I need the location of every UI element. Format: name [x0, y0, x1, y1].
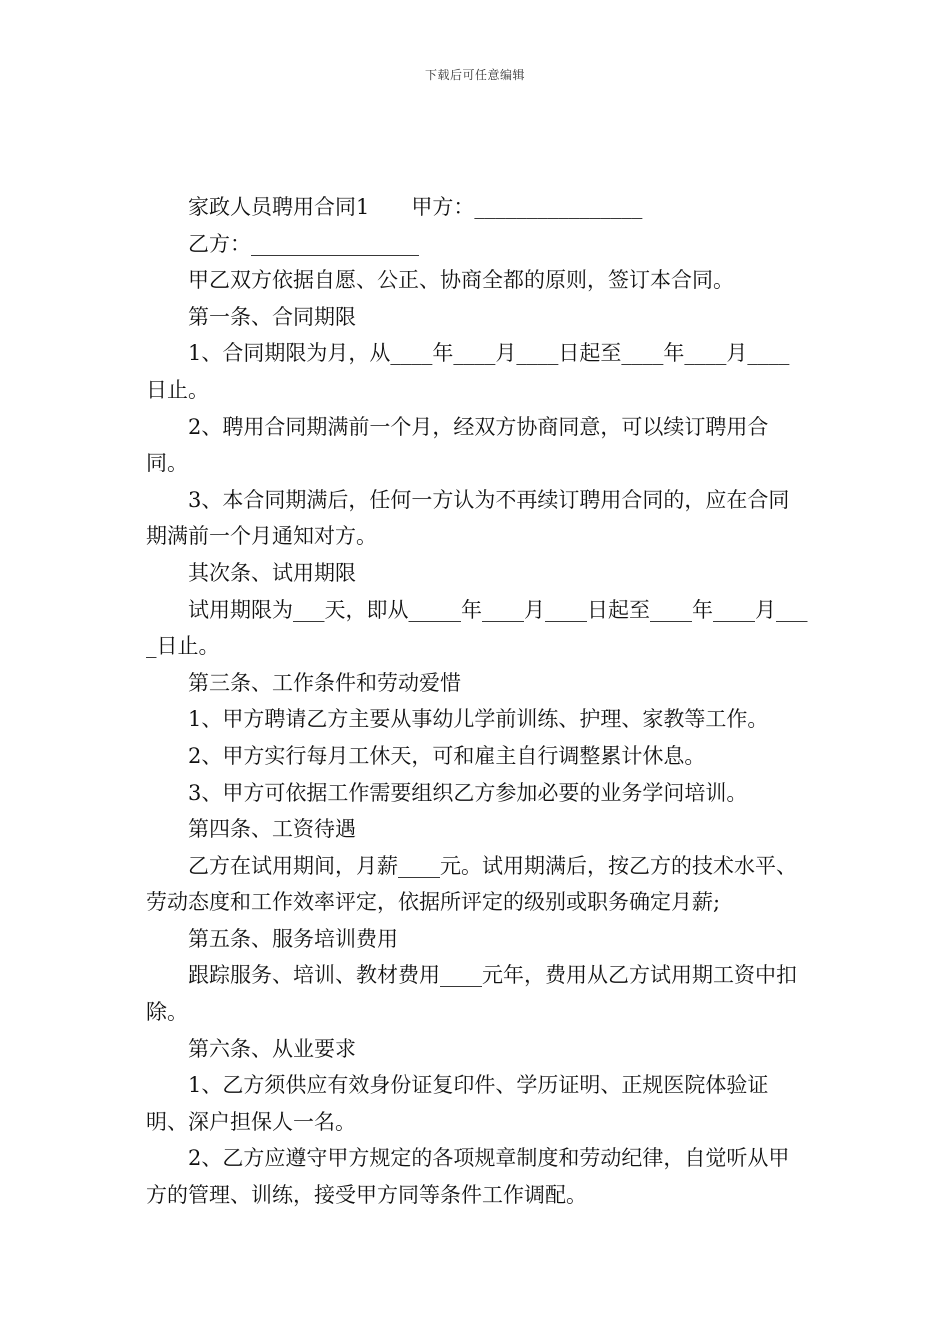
paragraph-title-party-a: 家政人员聘用合同1 甲方：________________ — [188, 195, 643, 219]
paragraph-3-2: 2、甲方实行每月工休天，可和雇主自行调整累计休息。 — [188, 743, 706, 768]
document-body — [146, 189, 810, 1214]
section-heading-6: 第六条、从业要求 — [188, 1036, 356, 1061]
paragraph-1-3: 3、本合同期满后，任何一方认为不再续订聘用合同的，应在合同期满前一个月通知对方。 — [146, 487, 790, 549]
paragraph-5-1: 跟踪服务、培训、教材费用____元年，费用从乙方试用期工资中扣除。 — [146, 963, 797, 1025]
paragraph-principle: 甲乙双方依据自愿、公正、协商全都的原则，签订本合同。 — [188, 268, 734, 293]
section-heading-2: 其次条、试用期限 — [188, 560, 356, 585]
page-header: 下载后可任意编辑 — [424, 68, 525, 82]
section-heading-1: 第一条、合同期限 — [188, 304, 356, 329]
paragraph-3-1: 1、甲方聘请乙方主要从事幼儿学前训练、护理、家教等工作。 — [188, 707, 769, 732]
section-heading-4: 第四条、工资待遇 — [188, 817, 356, 842]
paragraph-3-3: 3、甲方可依据工作需要组织乙方参加必要的业务学问培训。 — [188, 780, 748, 805]
section-heading-5: 第五条、服务培训费用 — [188, 926, 398, 951]
paragraph-6-2: 2、乙方应遵守甲方规定的各项规章制度和劳动纪律，自觉听从甲方的管理、训练，接受甲方同等条件工作调配。 — [146, 1146, 790, 1208]
paragraph-party-b: 乙方：________________ — [188, 231, 419, 256]
paragraph-1-1: 1、合同期限为月，从____年____月____日起至____年____月____日止。 — [146, 341, 790, 402]
paragraph-6-1: 1、乙方须供应有效身份证复印件、学历证明、正规医院体验证明、深户担保人一名。 — [146, 1073, 769, 1134]
paragraph-4-1: 乙方在试用期间，月薪____元。试用期满后，按乙方的技术水平、劳动态度和工作效率评定，依据所评定的级别或职务确定月薪; — [146, 853, 797, 915]
paragraph-1-2: 2、聘用合同期满前一个月，经双方协商同意，可以续订聘用合同。 — [146, 414, 769, 476]
section-heading-3: 第三条、工作条件和劳动爱惜 — [188, 670, 461, 695]
paragraph-2-1: 试用期限为___天，即从_____年____月____日起至____年____月____日止。 — [146, 597, 808, 659]
